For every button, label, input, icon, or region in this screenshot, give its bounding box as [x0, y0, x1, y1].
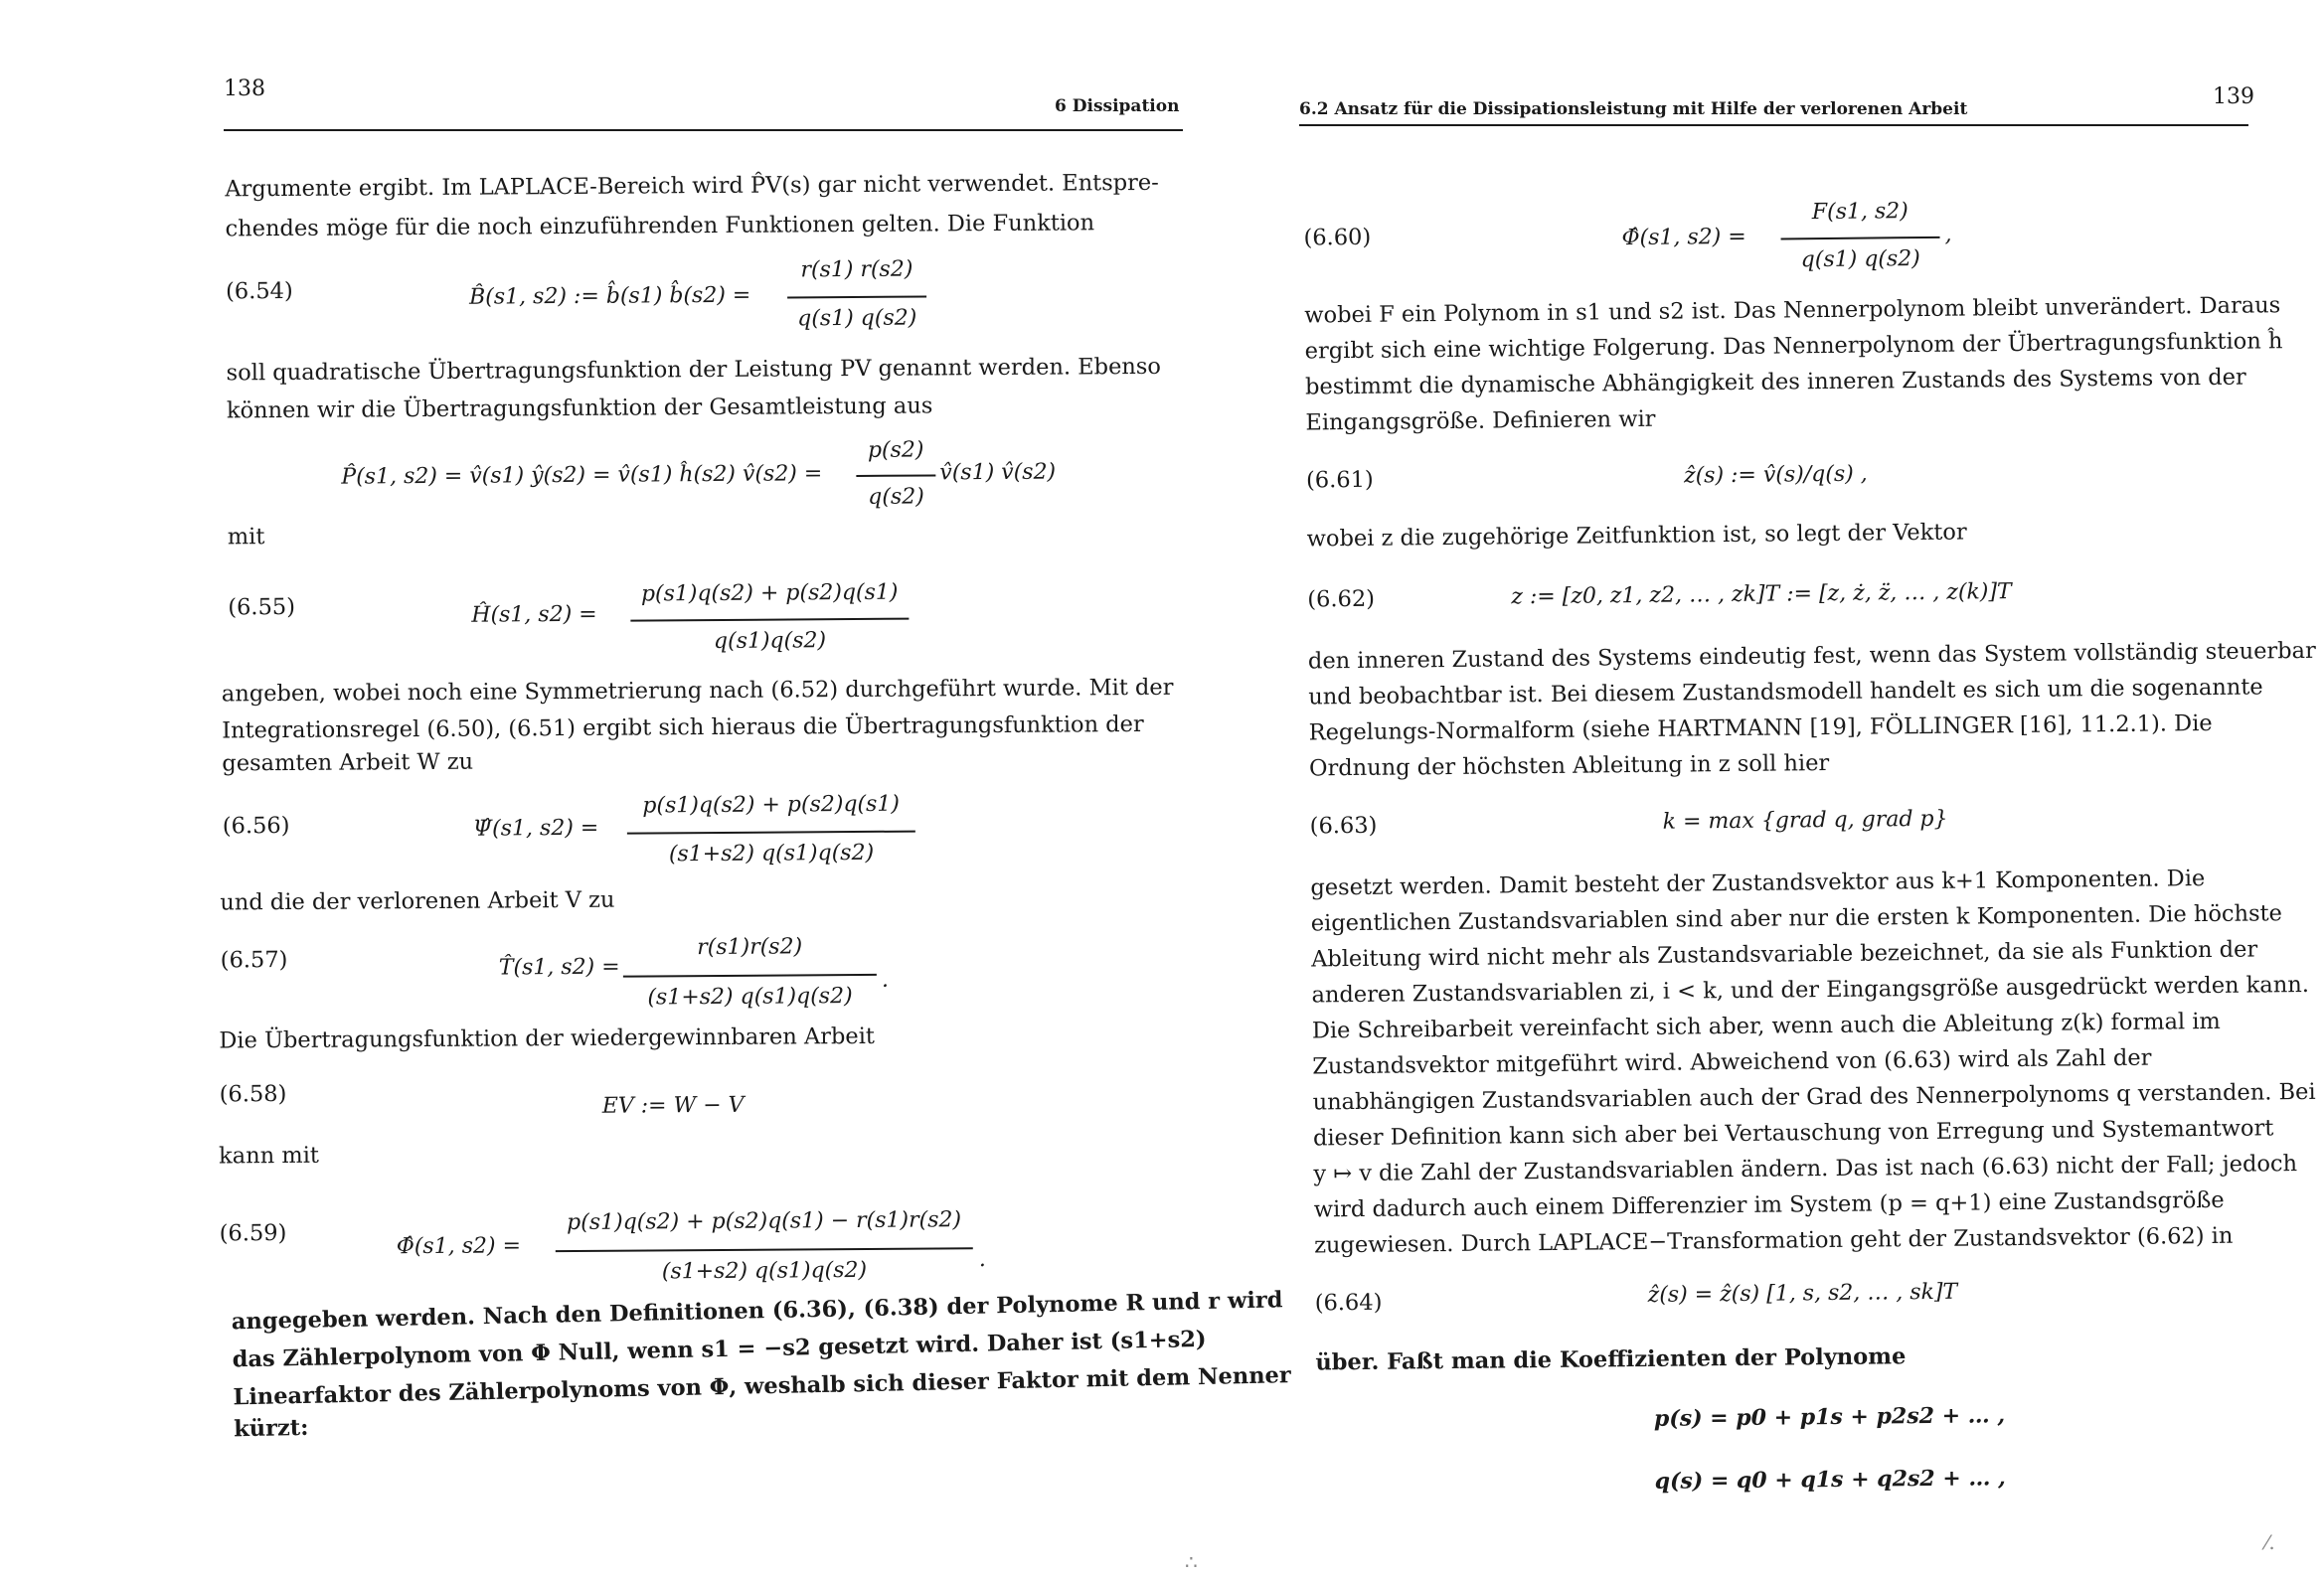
body-line: über. Faßt man die Koeffizienten der Polynome	[1315, 1343, 1907, 1376]
equation-number: (6.57)	[220, 947, 288, 974]
body-line: unabhängigen Zustandsvariablen auch der Grad des Nennerpolynoms q verstanden. Bei	[1312, 1078, 2316, 1116]
body-line: und beobachtbar ist. Bei diesem Zustandsmodell handelt es sich um die sogenannte	[1308, 674, 2263, 710]
body-line: Linearfaktor des Zählerpolynoms von Φ, weshalb sich dieser Faktor mit dem Nenner	[233, 1362, 1291, 1411]
body-line: angeben, wobei noch eine Symmetrierung nach (6.52) durchgeführt wurde. Mit der	[221, 674, 1174, 708]
body-line: können wir die Übertragungsfunktion der Gesamtleistung aus	[226, 393, 933, 424]
fraction-denominator: q(s1) q(s2)	[1800, 246, 1920, 273]
equation-expr: ẑ(s) := v̂(s)/q(s) ,	[1683, 461, 1868, 489]
equation-number: (6.56)	[222, 812, 290, 840]
body-line: zugewiesen. Durch LAPLACE−Transformation geht der Zustandsvektor (6.62) in	[1313, 1222, 2234, 1259]
equation-number: (6.62)	[1307, 585, 1376, 613]
body-line: Zustandsvektor mitgeführt wird. Abweichend von (6.63) wird als Zahl der	[1312, 1044, 2152, 1080]
equation-expr: z := [z0, z1, z2, … , zk]T := [z, ż, z̈, … , z(k)]T	[1511, 579, 2012, 610]
equation-lhs: Φ̂(s1, s2) =	[1621, 224, 1746, 251]
body-line: gesamten Arbeit W zu	[222, 748, 474, 777]
equation-number: (6.63)	[1309, 812, 1378, 840]
fraction-numerator: p(s1)q(s2) + p(s2)q(s1) − r(s1)r(s2)	[567, 1207, 962, 1236]
equation-tail: .	[881, 967, 889, 993]
body-line: gesetzt werden. Damit besteht der Zustandsvektor aus k+1 Komponenten. Die	[1310, 866, 2206, 901]
fraction-numerator: p(s2)	[867, 437, 924, 463]
right-body	[1162, 0, 2324, 1577]
fraction-denominator: (s1+s2) q(s1)q(s2)	[647, 984, 853, 1011]
equation-lhs: B̂(s1, s2) := b̂(s1) b̂(s2) =	[469, 282, 751, 310]
polynomial-q: q(s) = q0 + q1s + q2s2 + … ,	[1654, 1465, 2006, 1495]
body-line: kürzt:	[233, 1414, 309, 1443]
body-line: wobei z die zugehörige Zeitfunktion ist, so legt der Vektor	[1306, 519, 1967, 552]
body-line: soll quadratische Übertragungsfunktion der Leistung PV genannt werden. Ebenso	[226, 353, 1162, 387]
running-head: 6 Dissipation	[1055, 96, 1180, 116]
body-line: mit	[227, 524, 265, 551]
equation-tail: v̂(s1) v̂(s2)	[939, 459, 1057, 486]
fraction-denominator: (s1+s2) q(s1)q(s2)	[668, 840, 875, 867]
equation-number: (6.58)	[219, 1081, 287, 1108]
fraction-numerator: p(s1)q(s2) + p(s2)q(s1)	[642, 791, 901, 819]
equation-lhs: Ĥ(s1, s2) =	[471, 601, 597, 628]
body-line: Ableitung wird nicht mehr als Zustandsvariable bezeichnet, da sie als Funktion der	[1310, 936, 2258, 973]
equation-lhs: Φ̂(s1, s2) =	[396, 1233, 522, 1260]
fraction-numerator: r(s1)r(s2)	[697, 934, 803, 961]
fraction-numerator: p(s1)q(s2) + p(s2)q(s1)	[640, 579, 899, 607]
body-line: und die der verlorenen Arbeit V zu	[220, 886, 615, 916]
body-line: angegeben werden. Nach den Definitionen (6.36), (6.38) der Polynome R und r wird	[231, 1287, 1283, 1336]
scan-artifact: ∴	[1185, 1550, 1198, 1574]
body-line: wird dadurch auch einem Differenzier im System (p = q+1) eine Zustandsgröße	[1313, 1186, 2225, 1223]
body-line: dieser Definition kann sich aber bei Vertauschung von Erregung und Systemantwort	[1312, 1115, 2274, 1152]
body-line: den inneren Zustand des Systems eindeutig fest, wenn das System vollständig steuerbar	[1307, 637, 2316, 675]
body-line: kann mit	[219, 1142, 319, 1170]
body-line: Eingangsgröße. Definieren wir	[1305, 405, 1656, 436]
equation-expr: k = max {grad q, grad p}	[1662, 806, 1948, 835]
fraction-denominator: q(s1)q(s2)	[713, 628, 827, 655]
equation-lhs: T̂(s1, s2) =	[498, 954, 620, 981]
running-head: 6.2 Ansatz für die Dissipationsleistung mit Hilfe der verlorenen Arbeit	[1299, 99, 1968, 119]
equation-expr: EV := W − V	[601, 1092, 745, 1119]
equation-number: (6.60)	[1303, 224, 1372, 251]
equation-tail: ,	[1944, 222, 1952, 247]
body-line: Regelungs-Normalform (siehe HARTMANN [19], FÖLLINGER [16], 11.2.1). Die	[1308, 710, 2213, 746]
equation-tail: .	[978, 1247, 986, 1273]
body-line: eigentlichen Zustandsvariablen sind aber nur die ersten k Komponenten. Die höchste	[1310, 900, 2283, 937]
fraction-denominator: q(s1) q(s2)	[797, 305, 917, 332]
polynomial-p: p(s) = p0 + p1s + p2s2 + … ,	[1653, 1402, 2006, 1432]
page-number: 139	[2213, 84, 2254, 109]
equation-number: (6.54)	[225, 277, 293, 305]
body-line: Integrationsregel (6.50), (6.51) ergibt sich hieraus die Übertragungsfunktion der	[222, 710, 1144, 744]
body-line: Die Schreibarbeit vereinfacht sich aber, wenn auch die Ableitung z(k) formal im	[1311, 1008, 2221, 1044]
fraction-numerator: r(s1) r(s2)	[800, 256, 913, 283]
body-line: ergibt sich eine wichtige Folgerung. Das Nennerpolynom der Übertragungsfunktion ĥ	[1304, 328, 2283, 365]
equation-number: (6.64)	[1314, 1289, 1383, 1317]
fraction-denominator: q(s2)	[868, 484, 924, 510]
equation-lhs: Ψ̂(s1, s2) =	[472, 815, 599, 842]
body-line: anderen Zustandsvariablen zi, i < k, und der Eingangsgröße ausgedrückt werden kann.	[1311, 971, 2310, 1009]
equation-number: (6.55)	[228, 593, 296, 621]
fraction-bar	[1781, 237, 1940, 240]
body-line: Argumente ergibt. Im LAPLACE-Bereich wird P̂V(s) gar nicht verwendet. Entspre-	[225, 169, 1159, 203]
body-line: das Zählerpolynom von Φ Null, wenn s1 = −s2 gesetzt wird. Daher ist (s1+s2)	[232, 1326, 1207, 1373]
equation-number: (6.61)	[1305, 466, 1374, 494]
body-line: Die Übertragungsfunktion der wiedergewinnbaren Arbeit	[219, 1023, 875, 1054]
body-line: wobei F ein Polynom in s1 und s2 ist. Das Nennerpolynom bleibt unverändert. Daraus	[1304, 292, 2281, 329]
body-line: y ↦ v die Zahl der Zustandsvariablen ändern. Das ist nach (6.63) nicht der Fall; jedoch	[1313, 1151, 2298, 1187]
equation-expr: ẑ(s) = ẑ(s) [1, s, s2, … , sk]T	[1647, 1279, 1958, 1308]
body-line: bestimmt die dynamische Abhängigkeit des inneren Zustands des Systems von der	[1304, 364, 2246, 400]
equation-lhs: P̂(s1, s2) = v̂(s1) ŷ(s2) = v̂(s1) ĥ(s2) v̂(s2) =	[341, 461, 823, 490]
body-line: chendes möge für die noch einzuführenden Funktionen gelten. Die Funktion	[225, 210, 1095, 242]
right-page	[1162, 0, 2324, 1577]
equation-number: (6.59)	[219, 1220, 287, 1247]
fraction-denominator: (s1+s2) q(s1)q(s2)	[661, 1257, 868, 1285]
scan-artifact: ⁄.	[2265, 1530, 2275, 1554]
body-line: Ordnung der höchsten Ableitung in z soll hier	[1308, 750, 1830, 782]
page-number: 138	[224, 77, 265, 101]
fraction-numerator: F(s1, s2)	[1811, 199, 1909, 226]
